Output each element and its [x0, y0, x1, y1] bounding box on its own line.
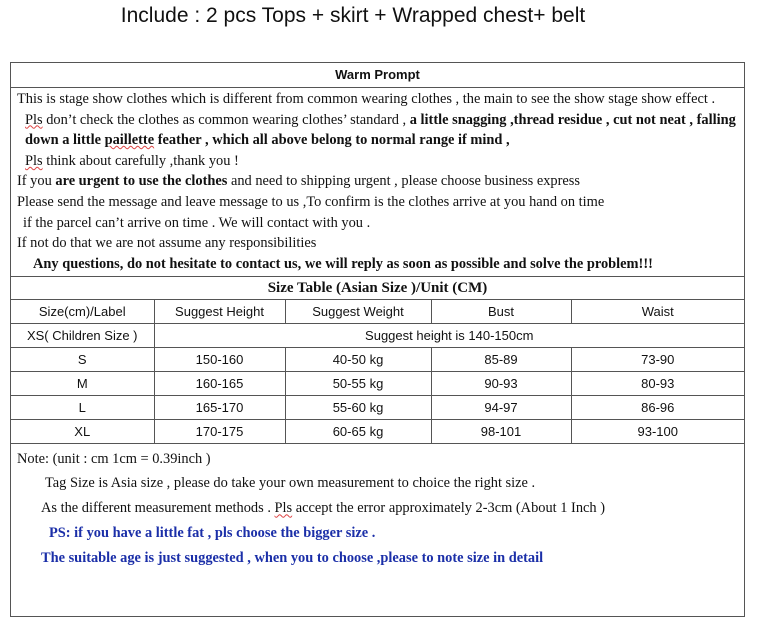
pls-word: Pls: [274, 500, 293, 517]
table-row: [11, 372, 744, 396]
weight-cell: 50-55 kg: [285, 372, 431, 396]
table-row: [11, 396, 744, 420]
prompt-line-2-text: don’t check the clothes as common wearing clothes’ standard ,: [42, 111, 410, 128]
table-row: [11, 324, 744, 348]
note-unit-line: Note: (unit : cm 1cm = 0.39inch ): [17, 451, 211, 468]
weight-cell: 60-65 kg: [285, 420, 431, 444]
prompt-line-5: Please send the message and leave message to us ,To confirm is the clothes arrive at you hand on time: [17, 193, 605, 210]
note-measurement-b: accept the error approximately 2-3cm (About 1 Inch ): [292, 500, 606, 517]
note-measurement-a: As the different measurement methods .: [41, 500, 275, 517]
warm-prompt-heading: Warm Prompt: [11, 63, 744, 88]
weight-cell: 40-50 kg: [285, 348, 431, 372]
table-row: [11, 348, 744, 372]
header-cell: Suggest Height: [154, 300, 285, 324]
ps-age-note: The suitable age is just suggested , when you to choose ,please to note size in detail: [41, 550, 544, 567]
size-label-cell: S: [11, 348, 154, 372]
paillette-word: paillette: [104, 132, 155, 149]
prompt-line-2: [17, 110, 744, 151]
header-cell: Waist: [571, 300, 744, 324]
prompt-line-2-bold-a: a little snagging ,thread residue , cut not neat , falling down a little: [25, 111, 736, 149]
size-label-cell: XL: [11, 420, 154, 444]
notes-section: [11, 444, 744, 571]
prompt-line-7: If not do that we are not assume any responsibilities: [17, 235, 317, 252]
height-cell: 150-160: [154, 348, 285, 372]
note-measurement-line: [17, 496, 744, 521]
header-cell: Bust: [431, 300, 571, 324]
pls-word: Pls: [25, 111, 43, 128]
prompt-line-3: [17, 151, 744, 172]
waist-cell: 73-90: [571, 348, 744, 372]
prompt-line-4-bold: are urgent to use the clothes: [55, 173, 228, 190]
info-sheet: [10, 62, 745, 617]
bust-cell: 90-93: [431, 372, 571, 396]
prompt-line-3-text: think about carefully ,thank you !: [42, 152, 239, 169]
pls-word: Pls: [25, 152, 43, 169]
waist-cell: 86-96: [571, 396, 744, 420]
prompt-line-4-a: If you: [17, 173, 56, 190]
height-cell: 170-175: [154, 420, 285, 444]
weight-cell: 55-60 kg: [285, 396, 431, 420]
note-tag-size-line: Tag Size is Asia size , please do take your own measurement to choice the right size .: [45, 475, 536, 492]
children-note-cell: Suggest height is 140-150cm: [154, 324, 744, 348]
prompt-line-4: [17, 171, 744, 192]
table-header-row: [11, 300, 744, 324]
size-label-cell: XS( Children Size ): [11, 324, 154, 348]
height-cell: 160-165: [154, 372, 285, 396]
warm-prompt-body: [11, 88, 744, 274]
size-table-title: Size Table (Asian Size )/Unit (CM): [11, 276, 744, 300]
ps-fat-note: PS: if you have a little fat , pls choose the bigger size .: [49, 525, 376, 542]
waist-cell: 93-100: [571, 420, 744, 444]
prompt-line-4-c: and need to shipping urgent , please choose business express: [227, 173, 581, 190]
size-label-cell: M: [11, 372, 154, 396]
prompt-line-8: Any questions, do not hesitate to contact us, we will reply as soon as possible and solve the problem!!!: [33, 255, 653, 272]
table-row: [11, 420, 744, 444]
height-cell: 165-170: [154, 396, 285, 420]
page-title: Include : 2 pcs Tops + skirt + Wrapped chest+ belt: [120, 4, 586, 27]
header-cell: Size(cm)/Label: [11, 300, 154, 324]
prompt-line-1: This is stage show clothes which is different from common wearing clothes , the main to see the show stage show effect .: [17, 91, 716, 107]
header-cell: Suggest Weight: [285, 300, 431, 324]
size-label-cell: L: [11, 396, 154, 420]
waist-cell: 80-93: [571, 372, 744, 396]
size-table: [11, 300, 744, 444]
bust-cell: 98-101: [431, 420, 571, 444]
bust-cell: 85-89: [431, 348, 571, 372]
prompt-line-2-bold-c: feather , which all above belong to normal range if mind ,: [154, 132, 510, 149]
bust-cell: 94-97: [431, 396, 571, 420]
prompt-line-6: if the parcel can’t arrive on time . We will contact with you .: [23, 214, 371, 231]
